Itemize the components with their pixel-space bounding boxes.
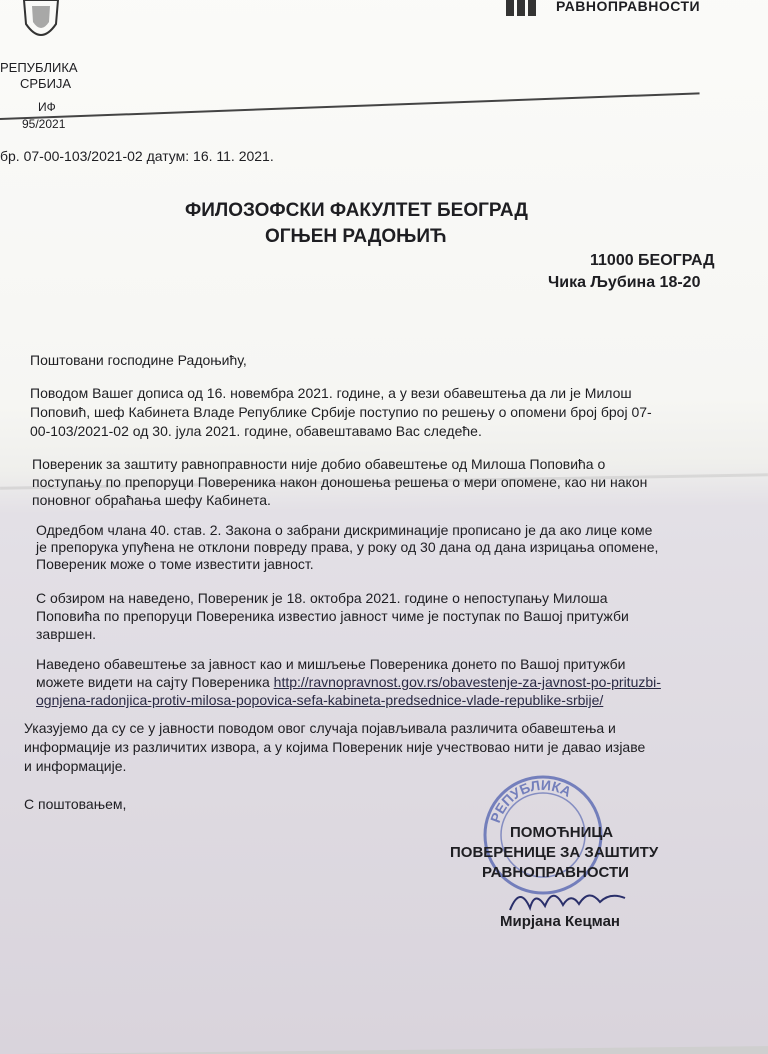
recipient-city: 11000 БЕОГРАД	[590, 252, 715, 269]
paragraph-6-line: и информације.	[24, 758, 127, 774]
website-link-continuation[interactable]: ognjena-radonjica-protiv-milosa-popovica-sefa-kabineta-predsednice-vlade-republike-srbije/	[36, 692, 604, 708]
institution-name: РАВНОПРАВНОСТИ	[556, 0, 701, 14]
recipient-street: Чика Љубина 18-20	[548, 274, 701, 291]
closing: С поштовањем,	[24, 796, 127, 812]
paragraph-1-line: Поводом Вашег дописа од 16. новембра 2021. године, а у вези обавештења да ли је Милош	[30, 385, 632, 401]
paragraph-4-line: завршен.	[36, 626, 97, 642]
paragraph-2-line: поступању по препоруци Повереника након доношења решења о мери опомене, као ни након	[32, 474, 648, 490]
paragraph-4-line: Поповића по препоруци Повереника известио јавност чиме је поступак по Вашој притужби	[36, 608, 629, 624]
paragraph-2-line: Повереник за заштиту равноправности није добио обавештење од Милоша Поповића о	[32, 456, 606, 472]
paragraph-1-line: Поповић, шеф Кабинета Владе Републике Србије поступио по решењу о опомени број број 07-	[30, 404, 652, 420]
svg-text:РЕПУБЛИКА	[487, 777, 574, 825]
paragraph-5-text: можете видети на сајту Повереника	[36, 674, 274, 690]
coat-of-arms-icon	[18, 0, 64, 46]
signatory-title-line2: ПОВЕРЕНИЦЕ ЗА ЗАШТИТУ	[450, 844, 659, 861]
paragraph-5-line	[36, 672, 661, 692]
paragraph-5-line: Наведено обавештење за јавност као и мишљење Повереника донето по Вашој притужби	[36, 656, 626, 672]
website-link[interactable]: http://ravnopravnost.gov.rs/obavestenje-za-javnost-po-prituzbi-	[273, 674, 661, 690]
paragraph-1-line: 00-103/2021-02 од 30. јула 2021. године, обавештавамо Вас следеће.	[30, 423, 482, 439]
paragraph-3-line: Одредбом члана 40. став. 2. Закона о забрани дискриминације прописано је да ако лице коме	[36, 522, 653, 538]
greeting: Поштовани господине Радоњићу,	[30, 352, 247, 368]
paragraph-3-line: Повереник може о томе известити јавност.	[36, 556, 314, 572]
office-year: 95/2021	[22, 117, 66, 131]
recipient-line2: ОГЊЕН РАДОЊИЋ	[265, 226, 447, 247]
signatory-title-line1: ПОМОЋНИЦА	[510, 824, 614, 841]
paragraph-6-line: информације из различитих извора, а у којима Повереник није учествовао нити је давао изјаве	[24, 739, 646, 755]
signatory-title-line3: РАВНОПРАВНОСТИ	[482, 864, 629, 881]
paragraph-3-line: је препорука упућена не отклони повреду права, у року од 30 дана од дана изрицања опомене,	[36, 539, 659, 555]
institution-logo-icon	[506, 0, 548, 16]
signatory-name: Мирјана Кецман	[500, 913, 620, 930]
paragraph-4-line: С обзиром на наведено, Повереник је 18. октобра 2021. године о непоступању Милоша	[36, 590, 608, 606]
recipient-line1: ФИЛОЗОФСКИ ФАКУЛТЕТ БЕОГРАД	[185, 200, 528, 221]
paragraph-6-line: Указујемо да су се у јавности поводом овог случаја појављивала различита обавештења и	[24, 720, 616, 736]
stamp-text: РЕПУБЛИКА	[486, 776, 575, 825]
country-name-line2: СРБИЈА	[20, 76, 72, 91]
country-name-line1: РЕПУБЛИКА	[0, 60, 78, 75]
office-code: ИФ	[38, 100, 56, 114]
paragraph-2-line: поновног обраћања шефу Кабинета.	[32, 492, 271, 508]
reference-number: бр. 07-00-103/2021-02 датум: 16. 11. 2021.	[0, 148, 274, 164]
